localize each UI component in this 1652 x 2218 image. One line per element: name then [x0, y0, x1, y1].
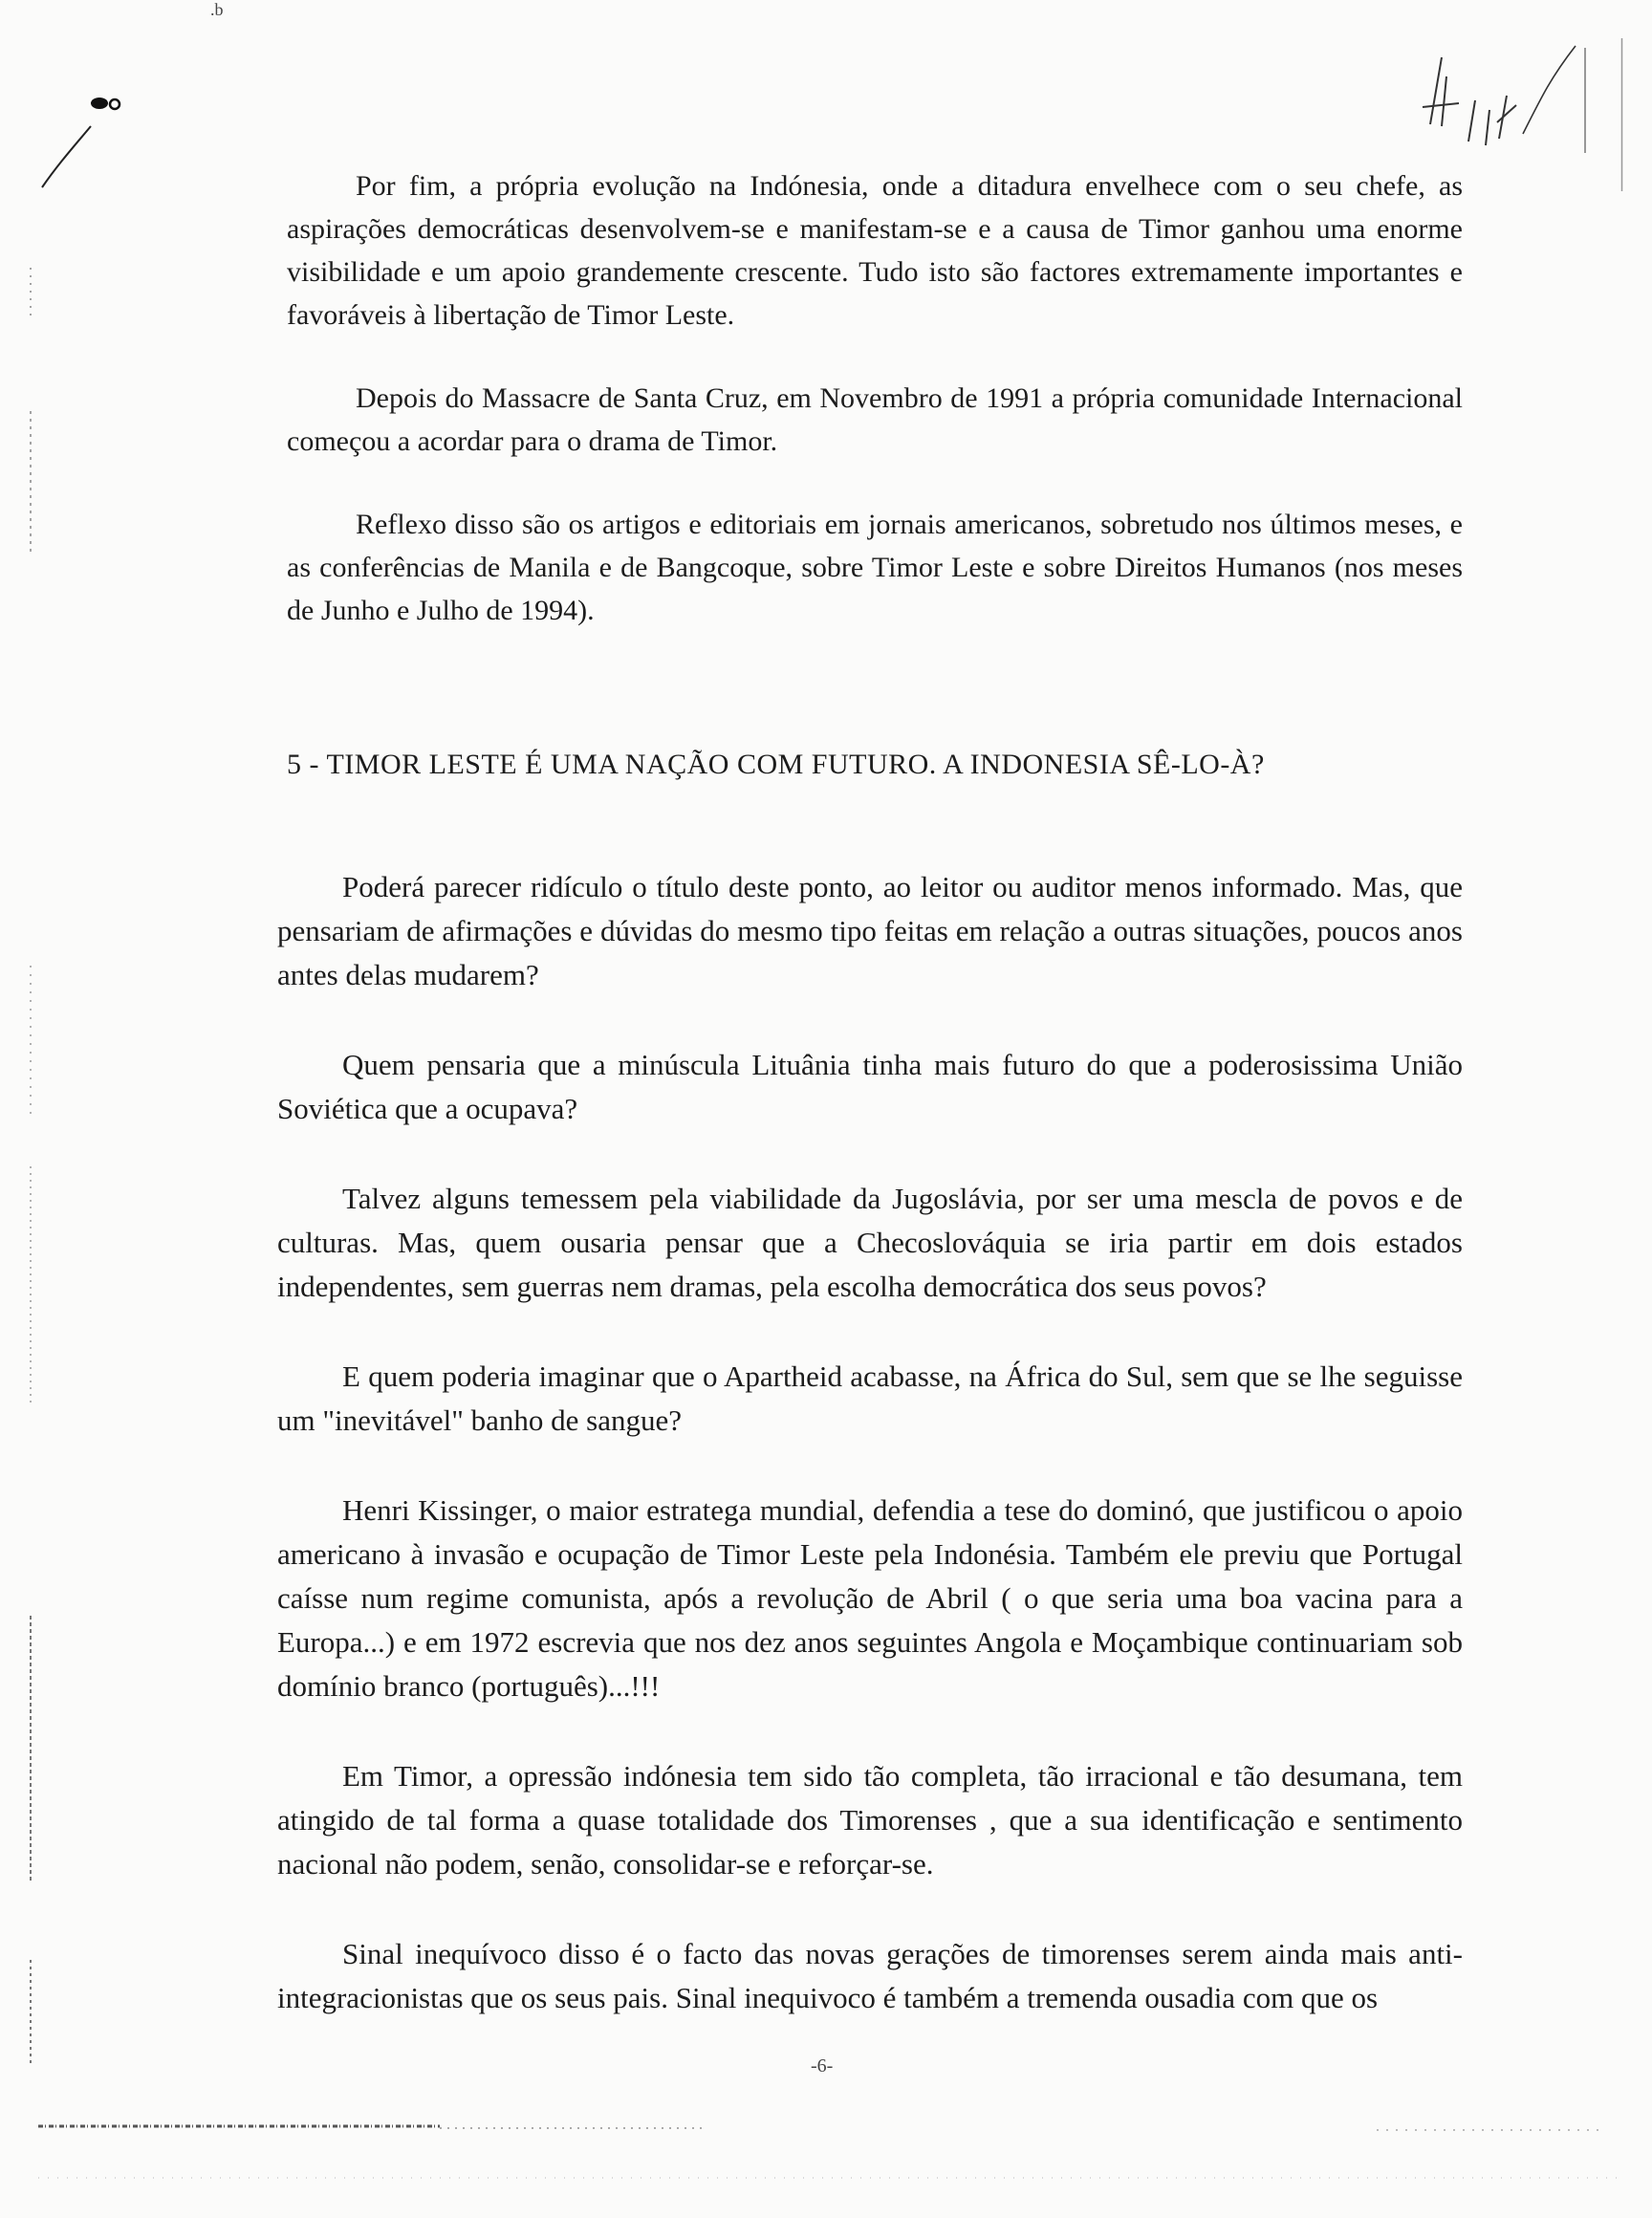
top-mark: .b: [210, 0, 224, 19]
paragraph: Henri Kissinger, o maior estratega mundial, defendia a tese do dominó, que justificou o apoio americano à invasão e ocupação de Timor Leste pela Indonésia. Também ele previu que Portugal caísse num regime comunista, após a revolução de Abril ( o que seria uma boa vacina para a Europa...) e em 1972 escrevia que nos dez anos seguintes Angola e Moçambique continuariam sob domínio branco (português)...!!!: [277, 1493, 1463, 1703]
ink-dot-mark: [88, 94, 126, 113]
right-edge-mark: [1620, 38, 1623, 191]
page-number: -6-: [811, 2055, 834, 2077]
paragraph: Por fim, a própria evolução na Indónesia, onde a ditadura envelhece com o seu chefe, as aspirações democráticas desenvolvem-se e manifestam-se e a causa de Timor ganhou uma enorme visibilidade e um apoio grandemente crescente. Tudo isto são factores extremamente importantes e favoráveis à libertação de Timor Leste.: [287, 170, 1463, 331]
paragraph: Em Timor, a opressão indónesia tem sido tão completa, tão irracional e tão desumana, tem atingido de tal forma a quase totalidade dos Timorenses , que a sua identificação e sentimento nacional não podem, senão, consolidar-se e reforçar-se.: [277, 1759, 1463, 1881]
left-margin-scan-marks: [25, 258, 36, 2075]
body-text-top: [287, 164, 1463, 672]
paragraph: Poderá parecer ridículo o título deste ponto, ao leitor ou auditor menos informado. Mas, que pensariam de afirmações e dúvidas do mesmo tipo feitas em relação a outras situações, poucos anos antes delas mudarem?: [277, 870, 1463, 991]
section-heading: 5 - TIMOR LESTE É UMA NAÇÃO COM FUTURO. A INDONESIA SÊ-LO-À?: [287, 749, 1265, 780]
paragraph: E quem poderia imaginar que o Apartheid acabasse, na África do Sul, sem que se lhe seguisse um "inevitável" banho de sangue?: [277, 1359, 1463, 1437]
paragraph: Sinal inequívoco disso é o facto das novas gerações de timorenses serem ainda mais anti-integracionistas que os seus pais. Sinal inequivoco é também a tremenda ousadia com que os: [277, 1937, 1463, 2014]
paragraph: Quem pensaria que a minúscula Lituânia tinha mais futuro do que a poderosissima União Soviética que a ocupava?: [277, 1048, 1463, 1125]
pen-stroke-mark: [38, 124, 96, 191]
body-text-bottom: [277, 865, 1463, 2066]
bottom-scan-noise: [38, 2113, 1625, 2189]
paragraph: Talvez alguns temessem pela viabilidade da Jugoslávia, por ser uma mescla de povos e de culturas. Mas, quem ousaria pensar que a Checoslováquia se iria partir em dois estados independentes, sem guerras nem dramas, pela escolha democrática dos seus povos?: [277, 1182, 1463, 1303]
paragraph: Depois do Massacre de Santa Cruz, em Novembro de 1991 a própria comunidade Internacional começou a acordar para o drama de Timor.: [287, 382, 1463, 457]
handwritten-annotation: [1346, 19, 1614, 163]
paragraph: Reflexo disso são os artigos e editoriais em jornais americanos, sobretudo nos últimos meses, e as conferências de Manila e de Bangcoque, sobre Timor Leste e sobre Direitos Humanos (nos meses de Junho e Julho de 1994).: [287, 509, 1463, 626]
